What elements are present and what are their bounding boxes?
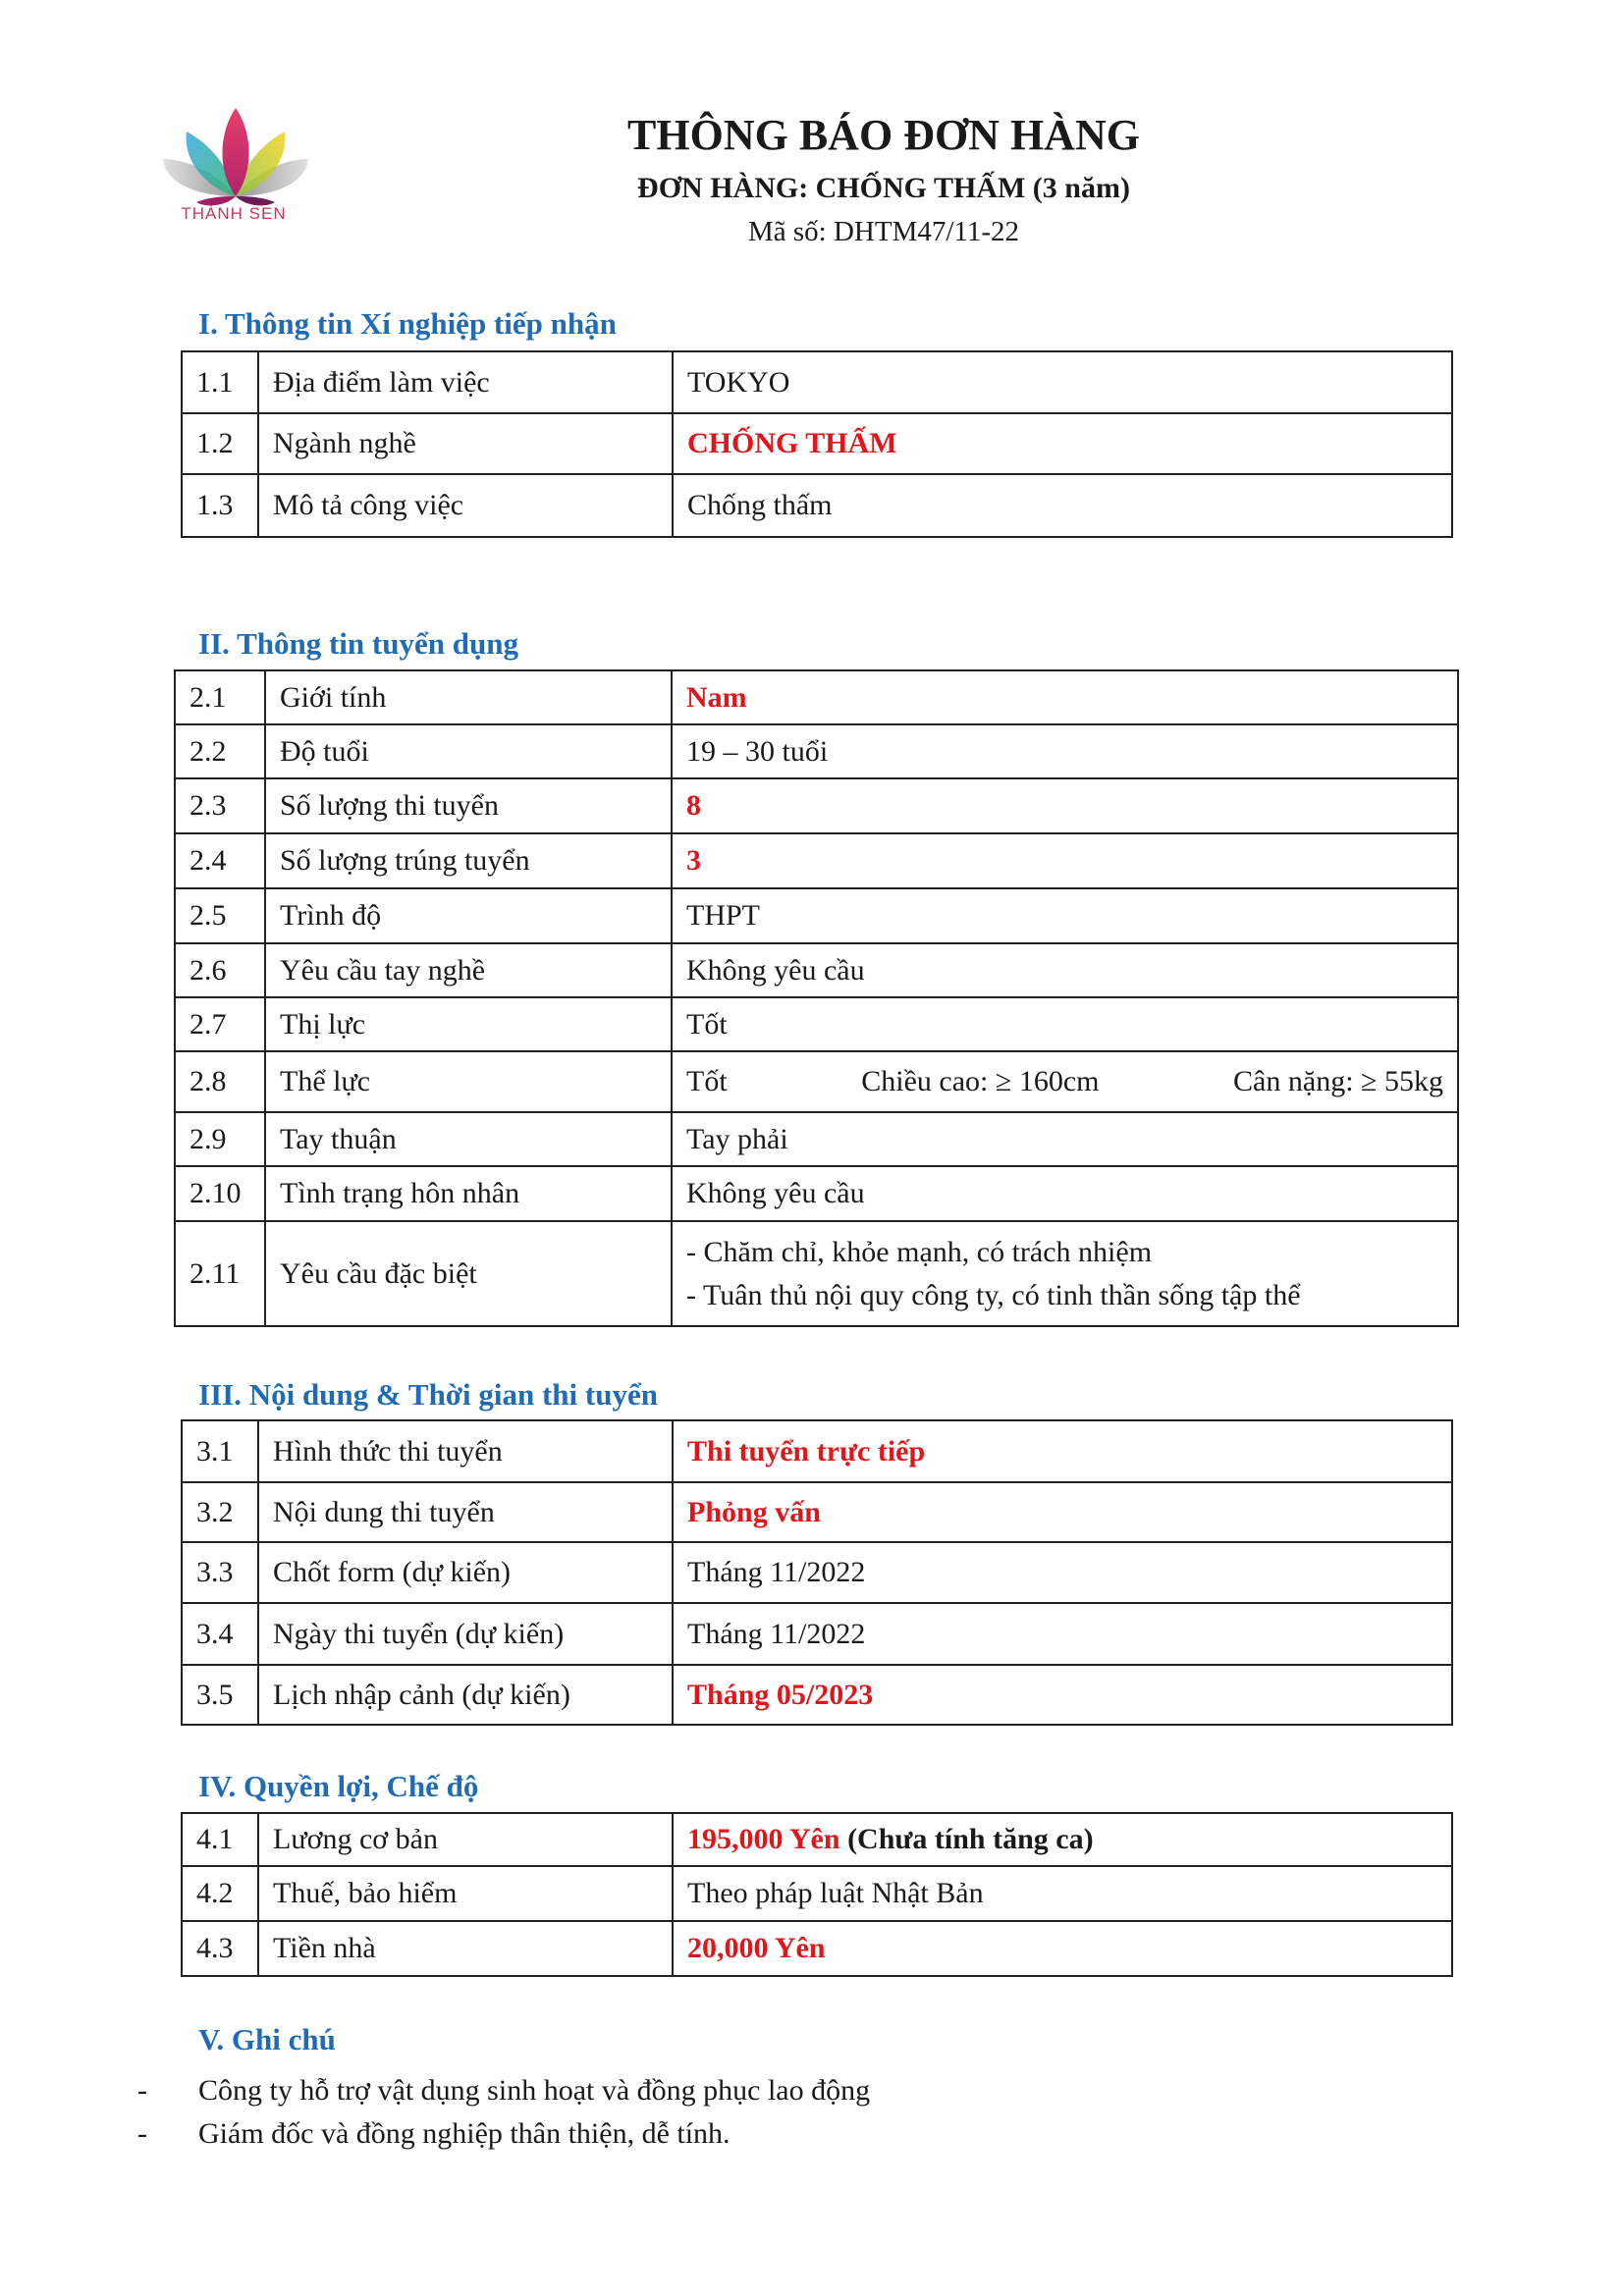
table-row [175, 1166, 1458, 1221]
row-value: Tháng 05/2023 [673, 1665, 1452, 1725]
row-value: THPT [672, 888, 1458, 943]
row-value: Nam [672, 670, 1458, 724]
weight-requirement: Cân nặng: ≥ 55kg [1233, 1065, 1443, 1097]
notes-list [137, 2069, 870, 2156]
table-row [182, 351, 1452, 413]
row-number: 1.2 [182, 413, 258, 474]
row-number: 3.3 [182, 1542, 258, 1603]
row-value [673, 1813, 1452, 1866]
row-label: Thuế, bảo hiểm [258, 1866, 673, 1921]
table-row [182, 413, 1452, 474]
document-subtitle: ĐƠN HÀNG: CHỐNG THẤM (3 năm) [637, 172, 1130, 204]
row-value: 3 [672, 833, 1458, 888]
table-row [175, 997, 1458, 1051]
section-3-table [181, 1419, 1453, 1726]
row-value [672, 1221, 1458, 1326]
table-row [182, 474, 1452, 537]
logo-text: THÀNH SEN [181, 204, 287, 223]
row-label: Yêu cầu đặc biệt [265, 1221, 672, 1326]
row-number: 2.3 [175, 778, 265, 833]
document-header [491, 108, 1276, 249]
table-row [182, 1665, 1452, 1725]
table-row [175, 888, 1458, 943]
row-label: Số lượng trúng tuyển [265, 833, 672, 888]
row-label: Hình thức thi tuyển [258, 1420, 673, 1482]
table-row [175, 724, 1458, 778]
table-row [182, 1813, 1452, 1866]
row-label: Ngày thi tuyển (dự kiến) [258, 1603, 673, 1665]
row-number: 2.7 [175, 997, 265, 1051]
section-4-title: IV. Quyền lợi, Chế độ [198, 1769, 479, 1803]
row-number: 2.4 [175, 833, 265, 888]
note-text: Công ty hỗ trợ vật dụng sinh hoạt và đồng phục lao động [198, 2074, 871, 2107]
row-label: Giới tính [265, 670, 672, 724]
row-number: 2.6 [175, 943, 265, 997]
row-number: 1.3 [182, 474, 258, 537]
row-value: Tháng 11/2022 [673, 1542, 1452, 1603]
table-row [175, 670, 1458, 724]
row-label: Yêu cầu tay nghề [265, 943, 672, 997]
row-number: 3.4 [182, 1603, 258, 1665]
table-row [182, 1921, 1452, 1976]
row-number: 3.2 [182, 1482, 258, 1542]
row-value: Theo pháp luật Nhật Bản [673, 1866, 1452, 1921]
row-number: 4.2 [182, 1866, 258, 1921]
row-label: Nội dung thi tuyển [258, 1482, 673, 1542]
row-label: Ngành nghề [258, 413, 673, 474]
table-row [182, 1603, 1452, 1665]
row-number: 2.11 [175, 1221, 265, 1326]
row-label: Chốt form (dự kiến) [258, 1542, 673, 1603]
row-label: Thể lực [265, 1051, 672, 1112]
physical-status: Tốt [686, 1065, 728, 1097]
row-value: CHỐNG THẤM [673, 413, 1452, 474]
table-row [182, 1420, 1452, 1482]
document-code: Mã số: DHTM47/11-22 [747, 216, 1020, 247]
row-label: Tình trạng hôn nhân [265, 1166, 672, 1221]
row-value: 8 [672, 778, 1458, 833]
table-row [175, 778, 1458, 833]
row-label: Tay thuận [265, 1112, 672, 1166]
section-5-title: V. Ghi chú [198, 2022, 336, 2056]
row-value: Không yêu cầu [672, 1166, 1458, 1221]
row-number: 4.3 [182, 1921, 258, 1976]
salary-amount: 195,000 Yên [687, 1823, 840, 1855]
row-number: 2.10 [175, 1166, 265, 1221]
row-number: 1.1 [182, 351, 258, 413]
document-title: THÔNG BÁO ĐƠN HÀNG [627, 111, 1140, 159]
special-requirement-line: - Chăm chỉ, khỏe mạnh, có trách nhiệm [686, 1235, 1153, 1268]
list-item [137, 2112, 870, 2156]
table-row [175, 943, 1458, 997]
section-1-title: I. Thông tin Xí nghiệp tiếp nhận [198, 306, 617, 341]
row-label: Trình độ [265, 888, 672, 943]
row-number: 3.1 [182, 1420, 258, 1482]
row-number: 2.5 [175, 888, 265, 943]
section-2-table [174, 669, 1459, 1327]
bullet-dash: - [137, 2117, 147, 2150]
row-value: TOKYO [673, 351, 1452, 413]
table-row [182, 1482, 1452, 1542]
row-label: Tiền nhà [258, 1921, 673, 1976]
table-row [175, 833, 1458, 888]
list-item [137, 2069, 870, 2112]
table-row [175, 1221, 1458, 1326]
row-number: 2.1 [175, 670, 265, 724]
row-label: Thị lực [265, 997, 672, 1051]
salary-note: (Chưa tính tăng ca) [847, 1823, 1094, 1855]
row-value: Không yêu cầu [672, 943, 1458, 997]
row-value: Chống thấm [673, 474, 1452, 537]
row-value: 20,000 Yên [673, 1921, 1452, 1976]
row-value: Thi tuyển trực tiếp [673, 1420, 1452, 1482]
bullet-dash: - [137, 2074, 147, 2107]
row-number: 2.9 [175, 1112, 265, 1166]
row-label: Số lượng thi tuyển [265, 778, 672, 833]
row-label: Lịch nhập cảnh (dự kiến) [258, 1665, 673, 1725]
row-number: 2.8 [175, 1051, 265, 1112]
row-label: Độ tuổi [265, 724, 672, 778]
physical-requirements [686, 1064, 1457, 1099]
table-row [182, 1542, 1452, 1603]
row-value: Tháng 11/2022 [673, 1603, 1452, 1665]
note-text: Giám đốc và đồng nghiệp thân thiện, dễ tính. [198, 2117, 730, 2150]
height-requirement: Chiều cao: ≥ 160cm [861, 1065, 1100, 1097]
row-label: Địa điểm làm việc [258, 351, 673, 413]
special-requirement-line: - Tuân thủ nội quy công ty, có tinh thần sống tập thể [686, 1278, 1301, 1311]
section-2-title: II. Thông tin tuyển dụng [198, 626, 518, 661]
table-row [182, 1866, 1452, 1921]
row-label: Lương cơ bản [258, 1813, 673, 1866]
row-label: Mô tả công việc [258, 474, 673, 537]
row-number: 4.1 [182, 1813, 258, 1866]
row-value [672, 1051, 1458, 1112]
section-4-table [181, 1812, 1453, 1977]
row-number: 3.5 [182, 1665, 258, 1725]
table-row [175, 1051, 1458, 1112]
section-3-title: III. Nội dung & Thời gian thi tuyển [198, 1377, 658, 1412]
row-value: Phỏng vấn [673, 1482, 1452, 1542]
row-value: Tốt [672, 997, 1458, 1051]
row-number: 2.2 [175, 724, 265, 778]
row-value: 19 – 30 tuổi [672, 724, 1458, 778]
table-row [175, 1112, 1458, 1166]
row-value: Tay phải [672, 1112, 1458, 1166]
section-1-table [181, 350, 1453, 538]
